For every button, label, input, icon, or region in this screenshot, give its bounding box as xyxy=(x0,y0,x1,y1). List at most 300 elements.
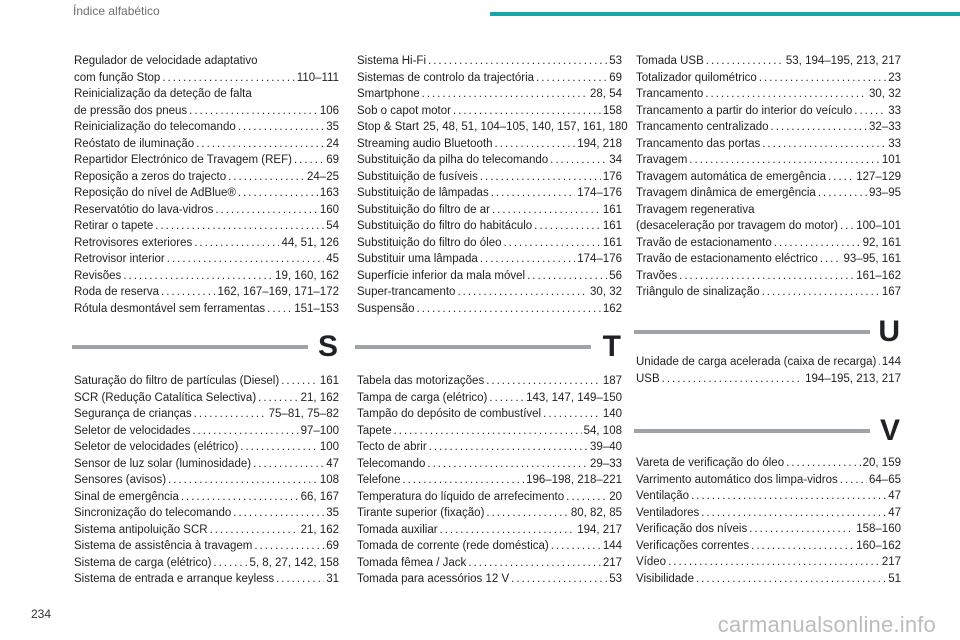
dot-leader xyxy=(276,571,324,588)
index-entry xyxy=(74,169,339,186)
index-entry-pages: 162 xyxy=(602,302,622,315)
index-entry-pages: 93–95, 161 xyxy=(843,253,901,265)
dot-leader xyxy=(394,423,582,440)
index-entry-pages: 69 xyxy=(326,154,339,166)
dot-leader xyxy=(238,119,324,136)
index-entry-pages: 140 xyxy=(602,408,622,420)
dot-leader xyxy=(696,571,886,588)
index-entry-term: Telefone xyxy=(357,474,401,486)
index-entry-term: Sistema de entrada e arranque keyless xyxy=(74,573,275,585)
index-entry xyxy=(636,136,901,153)
index-entry-pages: 161 xyxy=(602,203,622,216)
index-entry-term: Tirante superior (fixação) xyxy=(357,507,485,519)
index-entry xyxy=(357,555,622,572)
dot-leader xyxy=(215,202,317,219)
index-entry-pages: 194, 218 xyxy=(577,137,622,150)
index-entry-term: Roda de reserva xyxy=(74,286,160,298)
index-entry-pages: 194–195, 213, 217 xyxy=(805,372,901,385)
index-entry-pages: 101 xyxy=(881,154,901,166)
index-entry-pages: 47 xyxy=(888,506,901,519)
index-entry-pages: 144 xyxy=(602,540,622,552)
section-rule xyxy=(634,330,870,334)
index-entry-pages: 144 xyxy=(881,356,901,368)
index-entry-pages: 5, 8, 27, 142, 158 xyxy=(249,556,339,569)
index-entry xyxy=(74,218,339,235)
dot-leader xyxy=(486,373,601,390)
dot-leader xyxy=(422,86,588,103)
index-entry-heading: Regulador de velocidade adaptativo xyxy=(74,55,258,67)
index-entry-term: Suspensão xyxy=(357,302,415,315)
index-entry xyxy=(636,554,901,571)
index-entry-pages: 163 xyxy=(319,187,339,199)
section-rule xyxy=(355,345,591,349)
index-entry-pages: 80, 82, 85 xyxy=(570,507,622,519)
index-entry-pages: 69 xyxy=(326,540,339,552)
section-rule xyxy=(72,345,308,349)
index-entry-term: Superfície inferior da mala móvel xyxy=(357,269,526,282)
index-entry-pages: 53, 194–195, 213, 217 xyxy=(785,55,901,67)
index-entry-term: Streaming audio Bluetooth xyxy=(357,137,493,150)
dot-leader xyxy=(536,70,607,87)
index-entry xyxy=(357,423,622,440)
index-entry xyxy=(74,439,339,456)
dot-leader xyxy=(762,284,880,301)
index-entry-pages: 174–176 xyxy=(577,187,622,199)
index-entry-pages: 92, 161 xyxy=(862,236,901,249)
dot-leader xyxy=(705,86,867,103)
dot-leader xyxy=(840,472,867,489)
index-entry xyxy=(636,70,901,87)
dot-leader xyxy=(192,423,298,440)
index-entry-pages: 35 xyxy=(326,121,339,133)
index-entry-term: Seletor de velocidades xyxy=(74,424,191,437)
index-entry-pages: 194, 217 xyxy=(577,523,622,536)
index-entry-pages: 32–33 xyxy=(869,121,901,133)
index-entry-pages: 69 xyxy=(609,71,622,84)
dot-leader xyxy=(258,390,298,407)
index-entry xyxy=(357,152,622,169)
dot-leader xyxy=(162,70,294,87)
dot-leader xyxy=(489,390,524,407)
index-section-s xyxy=(74,373,339,588)
dot-leader xyxy=(480,169,601,186)
dot-leader xyxy=(161,284,215,301)
index-entry-pages: 33 xyxy=(888,137,901,150)
index-entry-term: Sistema Hi-Fi xyxy=(357,55,427,67)
page-number: 234 xyxy=(31,607,52,621)
index-entry-term: Sistemas de controlo da trajectória xyxy=(357,71,535,84)
index-entry xyxy=(357,538,622,555)
index-entry xyxy=(357,522,622,539)
index-entry xyxy=(74,472,339,489)
index-entry xyxy=(74,555,339,572)
index-entry-term: Sensores (avisos) xyxy=(74,474,167,486)
index-entry-pages: 160 xyxy=(319,203,339,216)
index-entry-term: Substituir uma lâmpada xyxy=(357,253,478,265)
index-entry-term: Trancamento centralizado xyxy=(636,121,769,133)
index-entry-term: Tecto de abrir xyxy=(357,441,427,453)
header-accent-bar xyxy=(490,12,960,16)
index-entry-pages: 20, 159 xyxy=(862,457,901,469)
dot-leader xyxy=(196,136,324,153)
index-entry xyxy=(74,373,339,390)
index-entry xyxy=(357,284,622,301)
index-entry xyxy=(636,251,901,268)
index-entry xyxy=(357,301,622,318)
dot-leader xyxy=(878,354,879,371)
index-entry-pages: 196–198, 218–221 xyxy=(526,474,622,486)
index-entry-term: Sistema antipoluição SCR xyxy=(74,523,208,536)
index-entry-term: Retirar o tapete xyxy=(74,220,154,232)
index-entry-pages: 158–160 xyxy=(856,523,901,535)
index-entry xyxy=(357,489,622,506)
index-entry-term: Rótula desmontável sem ferramentas xyxy=(74,302,266,315)
dot-leader xyxy=(480,251,575,268)
index-entry-pages: 151–153 xyxy=(294,302,339,315)
index-entry-term: Substituição de fusíveis xyxy=(357,170,478,183)
index-entry-term: Tapete xyxy=(357,424,392,437)
index-entry-term: com função Stop xyxy=(74,71,161,84)
dot-leader xyxy=(213,555,247,572)
index-entry-term: Triângulo de sinalização xyxy=(636,286,760,298)
index-entry-term: Reservatótio do lava-vidros xyxy=(74,203,214,216)
index-entry xyxy=(74,119,339,136)
index-entry xyxy=(636,488,901,505)
index-entry xyxy=(74,489,339,506)
index-entry-pages: 97–100 xyxy=(300,424,339,437)
index-entry-pages: 161 xyxy=(602,220,622,232)
dot-leader xyxy=(457,284,588,301)
dot-leader xyxy=(550,152,607,169)
dot-leader xyxy=(194,406,267,423)
section-header-t xyxy=(355,330,621,370)
watermark: carmanualsonline.info xyxy=(717,612,936,637)
index-entry-pages: 29–33 xyxy=(590,457,622,470)
index-entry-pages: 176 xyxy=(602,170,622,183)
index-entry-heading: Reinicialização da deteção de falta xyxy=(74,88,252,100)
page-header-title: Índice alfabético xyxy=(73,4,160,18)
dot-leader xyxy=(429,439,588,456)
dot-leader xyxy=(189,103,318,120)
index-entry-term: Substituição do filtro de ar xyxy=(357,203,490,216)
index-entry-pages: 19, 160, 162 xyxy=(275,269,339,282)
index-entry xyxy=(636,185,901,202)
dot-leader xyxy=(491,185,576,202)
index-entry-term: de pressão dos pneus xyxy=(74,104,188,117)
index-entry-term: Sistema de carga (elétrico) xyxy=(74,556,212,569)
index-entry-term: Travões xyxy=(636,269,678,282)
index-entry-term: Verificação dos níveis xyxy=(636,523,748,535)
index-entry xyxy=(74,456,339,473)
index-entry xyxy=(74,251,339,268)
index-entry xyxy=(74,522,339,539)
index-entry-term: Substituição de lâmpadas xyxy=(357,187,489,199)
index-entry xyxy=(357,103,622,120)
section-header-u xyxy=(634,315,900,355)
index-entry-heading: Travagem regenerativa xyxy=(636,203,755,216)
dot-leader xyxy=(786,455,861,472)
index-entry-term: Totalizador quilométrico xyxy=(636,71,757,84)
index-entry xyxy=(357,202,622,219)
index-entry-pages: 45 xyxy=(326,253,339,265)
dot-leader xyxy=(689,152,879,169)
index-entry-term: Verificações correntes xyxy=(636,539,750,552)
dot-leader xyxy=(668,554,880,571)
dot-leader xyxy=(238,185,318,202)
index-entry xyxy=(74,136,339,153)
section-rule xyxy=(634,429,870,433)
index-entry-term: Seletor de velocidades (elétrico) xyxy=(74,441,239,453)
index-entry-term: Smartphone xyxy=(357,88,420,100)
index-entry xyxy=(357,185,622,202)
index-entry xyxy=(636,571,901,588)
index-column-3 xyxy=(636,53,901,301)
index-entry-term: Visibilidade xyxy=(636,572,694,585)
index-entry-pages: 53 xyxy=(609,55,622,67)
index-entry xyxy=(636,472,901,489)
index-entry xyxy=(636,53,901,70)
index-entry-pages: 108 xyxy=(319,474,339,486)
index-entry-pages: 47 xyxy=(888,490,901,502)
index-entry-term: SCR (Redução Catalítica Selectiva) xyxy=(74,391,257,404)
index-entry-term: Ventiladores xyxy=(636,506,700,519)
index-entry-term: Substituição da pilha do telecomando xyxy=(357,154,549,166)
index-entry-term: Sincronização do telecomando xyxy=(74,507,232,519)
index-entry-term: Vareta de verificação do óleo xyxy=(636,457,785,469)
index-entry-pages: 44, 51, 126 xyxy=(281,236,339,249)
dot-leader xyxy=(402,472,524,489)
index-entry xyxy=(357,406,622,423)
section-letter: U xyxy=(878,315,900,348)
index-entry xyxy=(74,423,339,440)
index-entry-term: Segurança de crianças xyxy=(74,408,192,420)
index-entry xyxy=(636,284,901,301)
index-entry-pages: 64–65 xyxy=(869,473,901,486)
index-entry xyxy=(636,521,901,538)
index-section-u xyxy=(636,354,901,387)
index-entry-pages: 34 xyxy=(609,154,622,166)
dot-leader xyxy=(233,505,324,522)
section-letter: V xyxy=(879,414,900,447)
index-entry-term: Tomada auxiliar xyxy=(357,523,438,536)
index-entry-term: Travagem xyxy=(636,154,688,166)
dot-leader xyxy=(759,70,886,87)
dot-leader xyxy=(240,439,318,456)
index-entry-pages: 47 xyxy=(326,457,339,470)
index-entry xyxy=(357,472,622,489)
index-entry xyxy=(357,505,622,522)
dot-leader xyxy=(417,301,601,318)
index-entry-pages: 20 xyxy=(609,490,622,503)
index-column-1 xyxy=(74,53,339,317)
index-entry xyxy=(357,53,622,70)
index-entry xyxy=(357,136,622,153)
index-entry xyxy=(74,390,339,407)
dot-leader xyxy=(511,571,607,588)
dot-leader xyxy=(749,521,854,538)
index-entry xyxy=(357,235,622,252)
index-entry xyxy=(636,505,901,522)
dot-leader xyxy=(543,406,601,423)
dot-leader xyxy=(228,169,305,186)
index-entry-term: Tampão do depósito de combustível xyxy=(357,408,542,420)
index-entry-term: Travão de estacionamento eléctrico xyxy=(636,253,818,265)
dot-leader xyxy=(566,489,607,506)
index-entry-term: Tomada para acessórios 12 V xyxy=(357,573,510,585)
index-entry-pages: 25, 48, 51, 104–105, 140, 157, 161, 180 xyxy=(423,121,628,133)
dot-leader xyxy=(440,522,576,539)
index-entry-pages: 187 xyxy=(602,375,622,387)
index-entry xyxy=(357,571,622,588)
index-entry-pages: 75–81, 75–82 xyxy=(268,408,339,420)
index-entry xyxy=(636,371,901,388)
dot-leader xyxy=(492,202,601,219)
section-letter: S xyxy=(317,330,338,363)
index-entry xyxy=(74,406,339,423)
index-entry-term: Retrovisor interior xyxy=(74,253,165,265)
index-entry-pages: 160–162 xyxy=(856,539,901,552)
dot-leader xyxy=(840,218,854,235)
index-entry xyxy=(74,235,339,252)
index-entry xyxy=(74,538,339,555)
index-entry-term: Trancamento a partir do interior do veículo xyxy=(636,104,853,117)
index-entry xyxy=(357,119,628,136)
index-entry-term: Travagem automática de emergência xyxy=(636,170,827,183)
index-entry-pages: 161 xyxy=(602,236,622,249)
index-entry-pages: 56 xyxy=(609,269,622,282)
index-entry xyxy=(636,86,901,103)
index-entry-pages: 31 xyxy=(326,573,339,585)
index-entry xyxy=(74,70,339,87)
dot-leader xyxy=(771,119,867,136)
index-entry-pages: 30, 32 xyxy=(869,88,901,100)
dot-leader xyxy=(534,218,601,235)
dot-leader xyxy=(123,268,273,285)
dot-leader xyxy=(254,538,324,555)
index-entry xyxy=(636,218,901,235)
dot-leader xyxy=(701,505,886,522)
index-entry-pages: 161–162 xyxy=(856,269,901,282)
index-entry-term: Telecomando xyxy=(357,457,426,470)
section-header-v xyxy=(634,414,900,454)
index-entry-term: Tomada fêmea / Jack xyxy=(357,556,467,569)
index-entry-term: Retrovisores exteriores xyxy=(74,236,193,249)
index-entry xyxy=(636,119,901,136)
index-entry xyxy=(636,268,901,285)
index-entry-term: Trancamento xyxy=(636,88,704,100)
index-entry xyxy=(74,571,339,588)
index-entry xyxy=(357,373,622,390)
index-entry-pages: 174–176 xyxy=(577,253,622,265)
dot-leader xyxy=(854,103,886,120)
index-entry-pages: 110–111 xyxy=(296,71,339,84)
index-entry-pages: 66, 167 xyxy=(300,490,339,503)
index-entry xyxy=(636,354,901,371)
index-entry-pages: 35 xyxy=(326,507,339,519)
index-entry-term: Substituição do filtro do habitáculo xyxy=(357,220,533,232)
index-entry-term: Varrimento automático dos limpa-vidros xyxy=(636,473,838,486)
dot-leader xyxy=(818,185,867,202)
index-entry-pages: 28, 54 xyxy=(590,88,622,100)
index-entry xyxy=(357,390,622,407)
index-entry xyxy=(357,268,622,285)
index-entry-term: Sistema de assistência à travagem xyxy=(74,540,253,552)
index-entry-term: USB xyxy=(636,372,660,385)
index-entry-term: Substituição do filtro do óleo xyxy=(357,236,502,249)
index-entry-term: Tabela das motorizações xyxy=(357,375,485,387)
dot-leader xyxy=(453,103,601,120)
dot-leader xyxy=(181,489,299,506)
section-letter: T xyxy=(602,330,621,363)
index-entry-pages: 21, 162 xyxy=(300,391,339,404)
index-entry xyxy=(636,538,901,555)
index-entry-pages: 167 xyxy=(881,286,901,298)
index-entry-term: Sinal de emergência xyxy=(74,490,179,503)
index-entry-pages: 24–25 xyxy=(307,170,339,183)
index-entry-term: Stop & Start xyxy=(357,121,420,133)
dot-leader xyxy=(762,136,886,153)
index-entry-term: Revisões xyxy=(74,269,122,282)
index-column-2 xyxy=(357,53,628,317)
index-entry xyxy=(636,455,901,472)
index-entry-pages: 51 xyxy=(888,572,901,585)
dot-leader xyxy=(428,53,607,70)
index-entry-term: Tomada de corrente (rede doméstica) xyxy=(357,540,549,552)
index-entry-pages: 33 xyxy=(888,104,901,117)
dot-leader xyxy=(679,268,854,285)
dot-leader xyxy=(155,218,324,235)
index-entry-pages: 158 xyxy=(602,104,622,117)
index-entry xyxy=(636,235,901,252)
index-entry-term: Saturação do filtro de partículas (Diesel) xyxy=(74,375,280,387)
index-entry-term: Travão de estacionamento xyxy=(636,236,772,249)
index-entry-term: Reóstato de iluminação xyxy=(74,137,195,150)
dot-leader xyxy=(253,456,324,473)
dot-leader xyxy=(427,456,588,473)
index-entry-term: Tomada USB xyxy=(636,55,704,67)
index-entry xyxy=(74,301,339,318)
index-entry-pages: 162, 167–169, 171–172 xyxy=(217,286,339,298)
index-entry xyxy=(357,251,622,268)
index-entry xyxy=(74,505,339,522)
index-section-t xyxy=(357,373,622,588)
index-entry-term: Travagem dinâmica de emergência xyxy=(636,187,816,199)
index-entry-term: Sob o capot motor xyxy=(357,104,451,117)
index-entry-pages: 93–95 xyxy=(869,187,901,199)
index-entry-pages: 161 xyxy=(319,375,339,387)
index-entry xyxy=(74,268,339,285)
dot-leader xyxy=(706,53,784,70)
index-entry-pages: 23 xyxy=(888,71,901,84)
dot-leader xyxy=(495,136,576,153)
index-entry-term: Tampa de carga (elétrico) xyxy=(357,391,488,404)
dot-leader xyxy=(294,152,324,169)
index-entry-term: (desaceleração por travagem do motor) xyxy=(636,220,838,232)
dot-leader xyxy=(281,373,318,390)
index-entry-term: Sensor de luz solar (luminosidade) xyxy=(74,457,252,470)
dot-leader xyxy=(662,371,803,388)
index-entry xyxy=(357,169,622,186)
index-entry-pages: 54, 108 xyxy=(583,424,622,437)
index-entry xyxy=(357,70,622,87)
dot-leader xyxy=(168,472,318,489)
index-entry-pages: 24 xyxy=(326,137,339,150)
index-entry xyxy=(74,284,339,301)
index-entry-term: Reinicialização do telecomando xyxy=(74,121,236,133)
dot-leader xyxy=(194,235,279,252)
index-entry xyxy=(74,103,339,120)
index-entry xyxy=(636,169,901,186)
